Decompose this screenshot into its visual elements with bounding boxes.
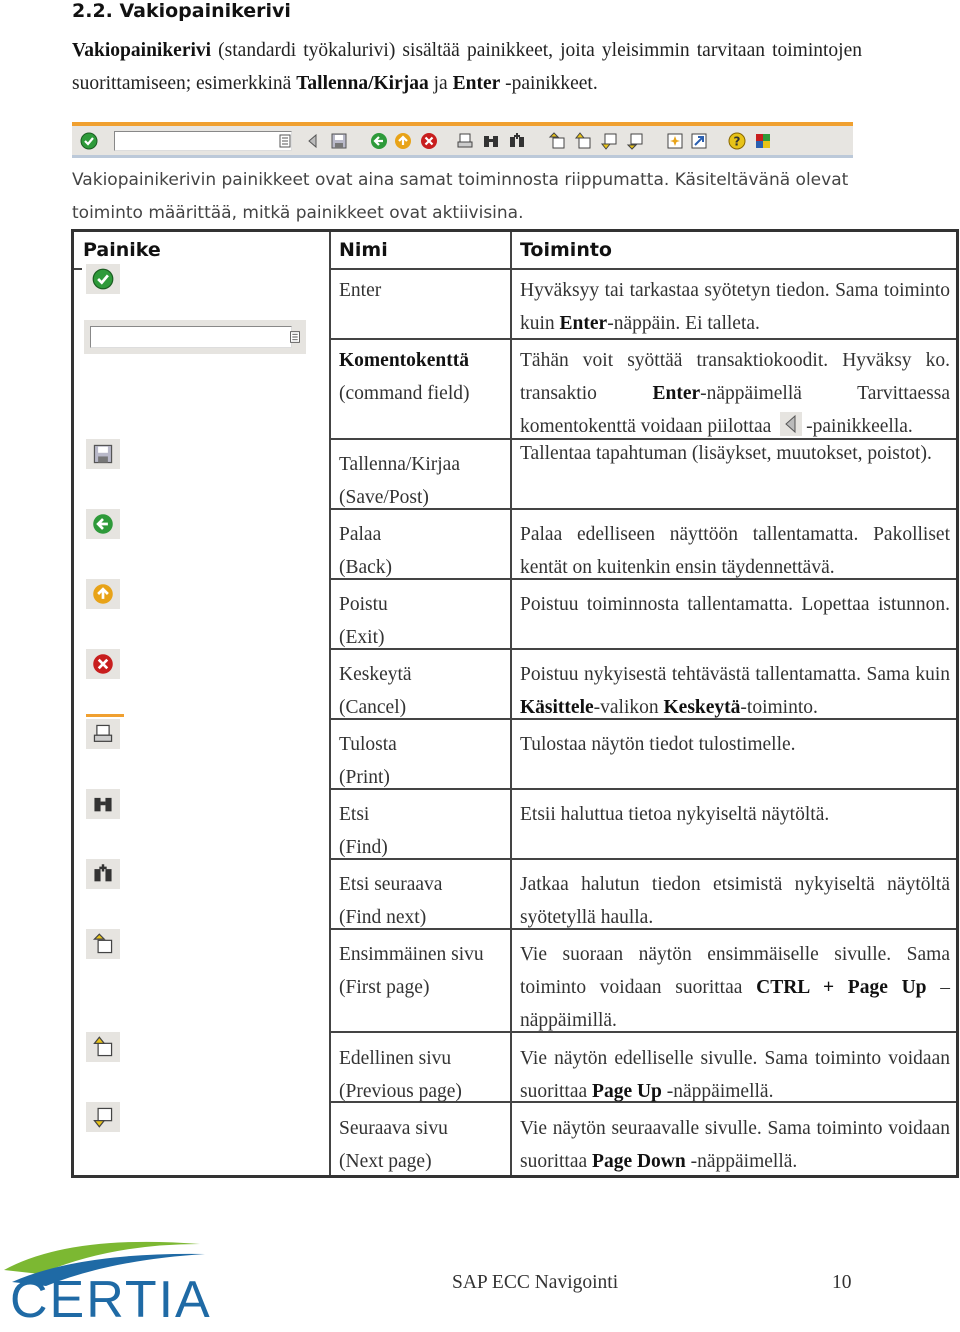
intro-text-1: (standardi työkalurivi) sisältää painikkeet, joita yleisimmin tarvitaan toimintojen suorittamiseen; esimerkkinä: [72, 40, 862, 94]
exit-icon: [92, 583, 114, 605]
func-text: Vie suoraan näytön ensimmäiselle sivulle. Sama toiminto voidaan suorittaa: [520, 944, 950, 998]
button-table: [71, 229, 959, 1178]
next-page-button-image: [86, 1102, 120, 1132]
toolbar-find-next-icon[interactable]: [508, 132, 526, 150]
func-text: Vie näytön seuraavalle sivulle. Sama toiminto voidaan suorittaa: [520, 1118, 950, 1172]
toolbar-save-icon[interactable]: [330, 132, 348, 150]
row-exit-name-en: (Exit): [339, 627, 385, 648]
back-icon: [92, 513, 114, 535]
func-text: Poistuu nykyisestä tehtävästä tallentamatta. Sama kuin: [520, 664, 950, 685]
row-back-name: Palaa: [339, 524, 382, 545]
row-cancel-name-en: (Cancel): [339, 697, 407, 718]
row-print-name-en: (Print): [339, 767, 390, 788]
toolbar-next-page-icon[interactable]: [600, 132, 618, 150]
cancel-button-image: [86, 649, 120, 679]
row-enter-function: [520, 274, 950, 340]
row-first-page-name-en: (First page): [339, 977, 430, 998]
intro-text-3: -painikkeet.: [500, 73, 598, 94]
find-icon: [92, 793, 114, 815]
row-divider: [329, 858, 956, 860]
row-save-name: Tallenna/Kirjaa: [339, 454, 460, 475]
toolbar-previous-page-icon[interactable]: [574, 132, 592, 150]
find-button-image: [86, 789, 120, 819]
column-divider: [510, 232, 512, 1175]
row-print-name: Tulosta: [339, 734, 397, 755]
print-button-image: [86, 719, 120, 749]
logo-text: CERTIA: [10, 1271, 212, 1329]
back-button-image: [86, 509, 120, 539]
hide-field-icon: [780, 412, 802, 436]
row-divider: [329, 648, 956, 650]
toolbar-enter-icon[interactable]: [80, 132, 98, 150]
toolbar-shortcut-icon[interactable]: [690, 132, 708, 150]
toolbar-help-icon[interactable]: [728, 132, 746, 150]
page-number: 10: [832, 1272, 852, 1293]
row-find-next-name: Etsi seuraava: [339, 874, 443, 895]
row-back-function: Palaa edelliseen näyttöön tallentamatta. Pakolliset kentät on kuitenkin ensin täydennettävä.: [520, 524, 950, 578]
row-divider: [74, 268, 82, 270]
row-next-page-name-en: (Next page): [339, 1151, 432, 1172]
exit-button-image: [86, 579, 120, 609]
footer-title: SAP ECC Navigointi: [452, 1272, 619, 1293]
toolbar-back-icon[interactable]: [370, 132, 388, 150]
first-page-icon: [92, 933, 114, 955]
previous-page-icon: [92, 1036, 114, 1058]
row-save-function: Tallentaa tapahtuman (lisäykset, muutokset, poistot).: [520, 443, 932, 464]
command-field-icon: [90, 326, 292, 348]
description-paragraph: Vakiopainikerivin painikkeet ovat aina samat toiminnosta riippumatta. Käsiteltävänä olevat toiminto määrittää, mitkä painikkeet ovat aktiivisina.: [72, 170, 849, 223]
toolbar-layout-icon[interactable]: [754, 132, 772, 150]
func-key: Page Up: [592, 1081, 662, 1102]
section-heading: 2.2. Vakiopainikerivi: [72, 0, 291, 22]
toolbar-field-menu-icon[interactable]: [276, 132, 294, 150]
func-text: -valikon: [593, 697, 664, 718]
func-text: Hyväksyy tai tarkastaa syötetyn tiedon. Sama toiminto kuin: [520, 280, 950, 334]
row-command-name-en: (command field): [339, 383, 470, 404]
func-key: Enter: [652, 383, 701, 404]
intro-text-2: ja: [428, 73, 453, 94]
header-toiminto: Toiminto: [520, 239, 612, 261]
find-next-button-image: [86, 859, 120, 889]
func-key: CTRL + Page Up: [756, 977, 927, 998]
toolbar-command-field[interactable]: [114, 131, 292, 151]
toolbar-cancel-icon[interactable]: [420, 132, 438, 150]
row-enter-name: Enter: [339, 280, 382, 301]
intro-term: Vakiopainikerivi: [72, 40, 212, 61]
row-next-page-name: Seuraava sivu: [339, 1118, 448, 1139]
certia-logo: [0, 1230, 220, 1327]
orange-strip: [86, 714, 124, 717]
row-first-page-name: Ensimmäinen sivu: [339, 944, 484, 965]
toolbar-first-page-icon[interactable]: [548, 132, 566, 150]
standard-toolbar: [72, 122, 853, 158]
header-nimi: Nimi: [339, 239, 388, 261]
intro-paragraph: [72, 34, 862, 100]
row-find-name: Etsi: [339, 804, 370, 825]
row-back-name-en: (Back): [339, 557, 393, 578]
save-icon: [92, 443, 114, 465]
enter-button-image: [86, 264, 120, 294]
row-save-name-en: (Save/Post): [339, 487, 429, 508]
svg-text:?: ?: [733, 134, 741, 149]
func-text: -näppäimellä.: [685, 1151, 798, 1172]
func-text: -näppäimellä Tarvittaessa komentokenttä voidaan piilottaa: [520, 383, 950, 437]
save-button-image: [86, 439, 120, 469]
row-command-name: Komentokenttä: [339, 350, 469, 371]
func-text: -painikkeella.: [806, 416, 913, 437]
row-exit-name: Poistu: [339, 594, 388, 615]
check-icon: [92, 268, 114, 290]
func-text: Vie näytön edelliselle sivulle. Sama toiminto voidaan suorittaa: [520, 1048, 950, 1102]
row-exit-function: Poistuu toiminnosta tallentamatta. Lopettaa istunnon.: [520, 594, 950, 615]
find-next-icon: [92, 863, 114, 885]
row-find-next-name-en: (Find next): [339, 907, 427, 928]
row-next-page-function: [520, 1112, 950, 1178]
func-text: –näppäimillä.: [520, 977, 951, 1031]
toolbar-print-icon[interactable]: [456, 132, 474, 150]
row-previous-page-name-en: (Previous page): [339, 1081, 462, 1102]
toolbar-exit-icon[interactable]: [394, 132, 412, 150]
row-divider: [329, 268, 956, 270]
row-find-function: Etsii haluttua tietoa nykyiseltä näytöltä.: [520, 804, 830, 825]
field-menu-icon: [287, 328, 303, 346]
row-command-function: [520, 344, 950, 443]
row-first-page-function: [520, 938, 950, 1037]
first-page-button-image: [86, 929, 120, 959]
print-icon: [92, 723, 114, 745]
intro-example-2: Enter: [452, 73, 501, 94]
func-text: -näppäimellä.: [661, 1081, 774, 1102]
command-field-image: [84, 320, 306, 354]
func-key: Enter: [559, 313, 608, 334]
func-text: -toiminto.: [740, 697, 818, 718]
header-painike: Painike: [83, 239, 161, 261]
func-key: Page Down: [592, 1151, 686, 1172]
toolbar-hide-field-icon[interactable]: [304, 132, 322, 150]
row-print-function: Tulostaa näytön tiedot tulostimelle.: [520, 734, 796, 755]
cancel-icon: [92, 653, 114, 675]
row-find-next-function: Jatkaa halutun tiedon etsimistä nykyiseltä näytöltä syötetyllä haulla.: [520, 874, 950, 928]
func-text: -näppäin. Ei talleta.: [607, 313, 760, 334]
toolbar-find-icon[interactable]: [482, 132, 500, 150]
previous-page-button-image: [86, 1032, 120, 1062]
toolbar-last-page-icon[interactable]: [626, 132, 644, 150]
row-cancel-function: [520, 658, 950, 724]
row-find-name-en: (Find): [339, 837, 388, 858]
column-divider: [329, 232, 331, 1175]
func-text: Tähän voit syöttää transaktiokoodit. Hyväksy ko. transaktio: [520, 350, 950, 404]
row-previous-page-name: Edellinen sivu: [339, 1048, 452, 1069]
row-cancel-name: Keskeytä: [339, 664, 412, 685]
row-previous-page-function: [520, 1042, 950, 1108]
row-divider: [329, 788, 956, 790]
func-key: Keskeytä: [663, 697, 741, 718]
intro-example-1: Tallenna/Kirjaa: [296, 73, 429, 94]
toolbar-new-session-icon[interactable]: [666, 132, 684, 150]
next-page-icon: [92, 1106, 114, 1128]
func-key: Käsittele: [520, 697, 594, 718]
